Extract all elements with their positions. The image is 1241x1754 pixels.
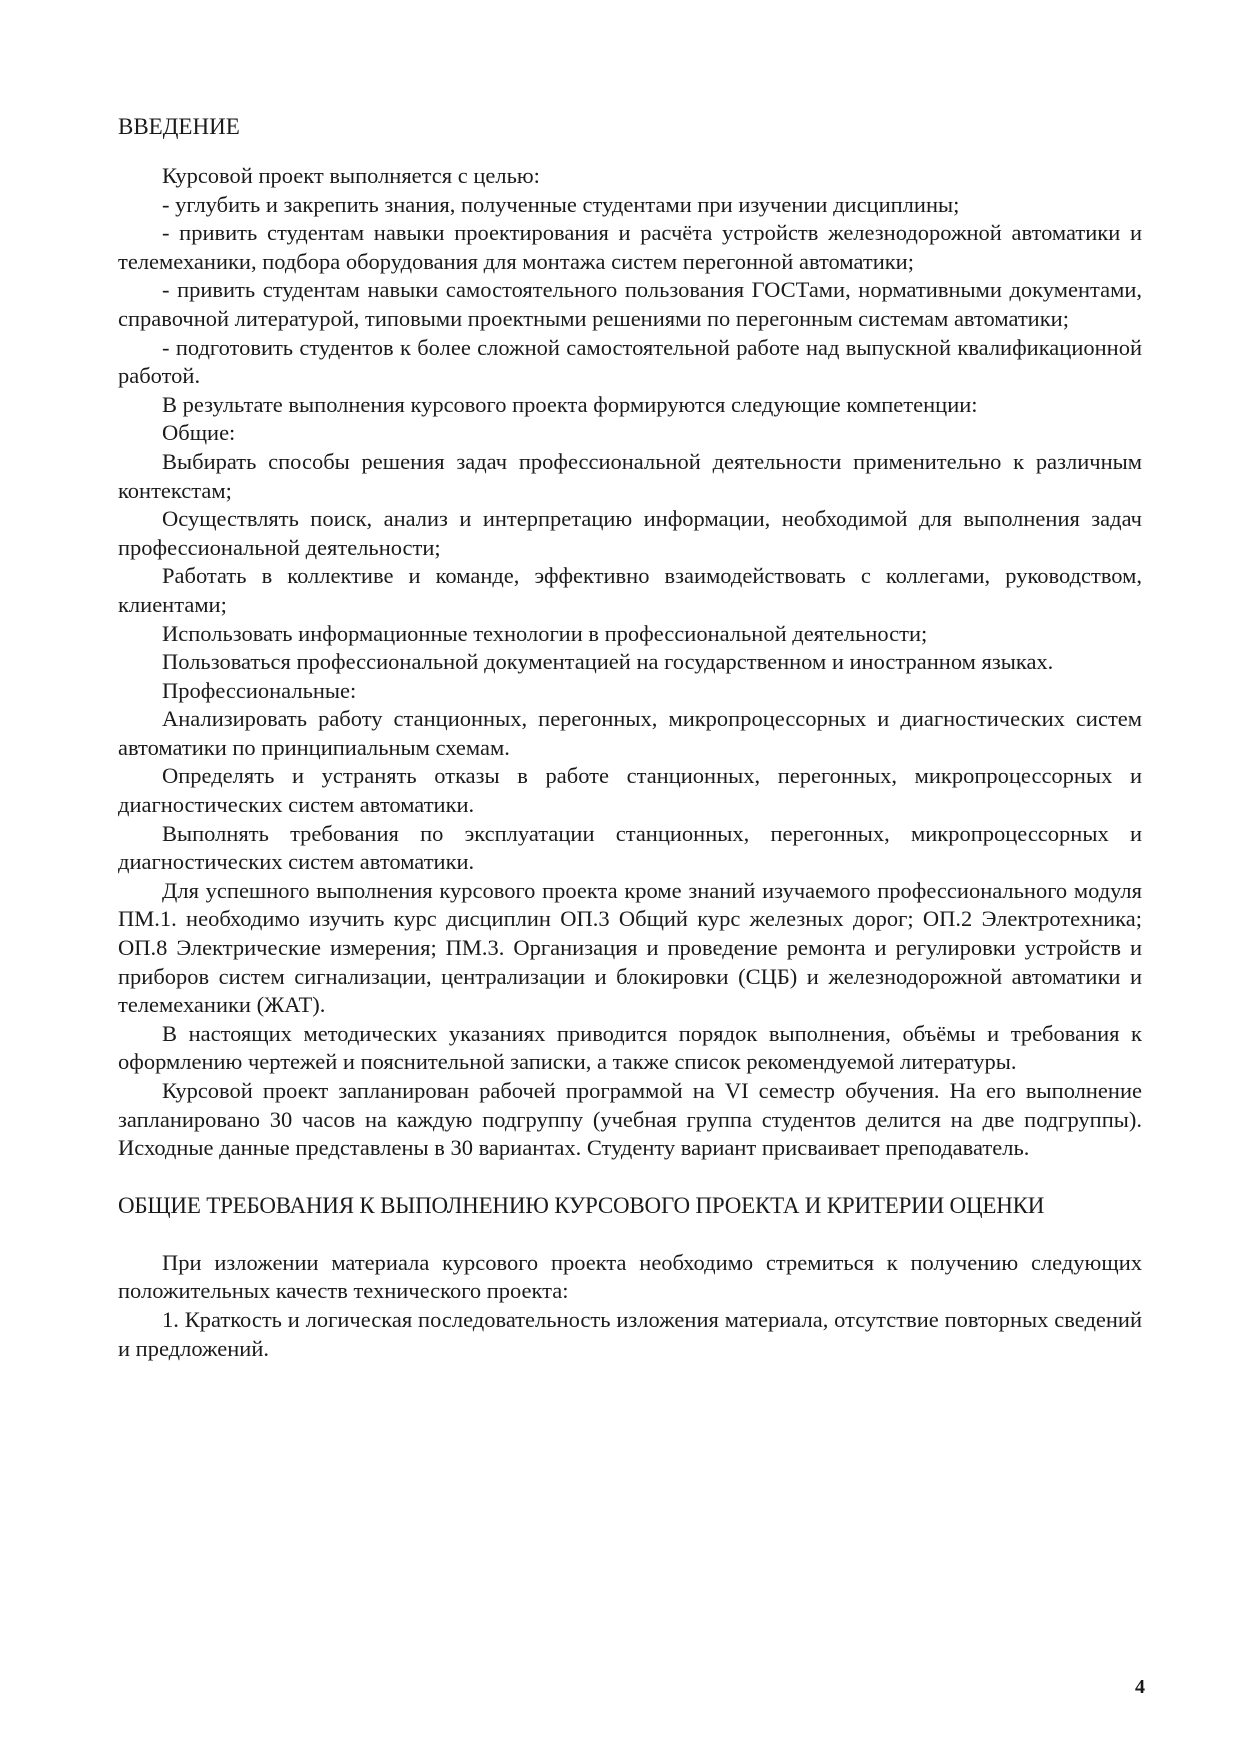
- page-number: 4: [1135, 1676, 1145, 1698]
- section-title-requirements: ОБЩИЕ ТРЕБОВАНИЯ К ВЫПОЛНЕНИЮ КУРСОВОГО ПРОЕКТА И КРИТЕРИИ ОЦЕНКИ: [118, 1192, 1045, 1218]
- paragraph: Общие:: [162, 420, 236, 446]
- paragraph: - привить студентам навыки проектирования и расчёта устройств железнодорожной автоматики и телемеханики, подбора оборудования для монтажа систем перегонной автоматики;: [118, 220, 1142, 274]
- paragraph: В настоящих методических указаниях приводится порядок выполнения, объёмы и требования к оформлению чертежей и пояснительной записки, а также список рекомендуемой литературы.: [118, 1020, 1142, 1075]
- document-page: [118, 112, 1142, 1363]
- paragraph: Профессиональные:: [162, 677, 357, 703]
- paragraph: - привить студентам навыки самостоятельного пользования ГОСТами, нормативными документами, справочной литературой, типовыми проектными решениями по перегонным системам автоматики;: [118, 277, 1142, 331]
- paragraph: - подготовить студентов к более сложной самостоятельной работе над выпускной квалификационной работой.: [118, 334, 1142, 389]
- paragraph: 1. Краткость и логическая последовательность изложения материала, отсутствие повторных сведений и предложений.: [118, 1306, 1142, 1361]
- section-title-introduction: ВВЕДЕНИЕ: [118, 114, 240, 139]
- requirements-body: [118, 1249, 1142, 1363]
- paragraph: - углубить и закрепить знания, полученные студентами при изучении дисциплины;: [162, 191, 960, 217]
- paragraph: Пользоваться профессиональной документацией на государственном и иностранном языках.: [162, 649, 1054, 675]
- paragraph: При изложении материала курсового проекта необходимо стремиться к получению следующих положительных качеств технического проекта:: [118, 1249, 1142, 1304]
- paragraph: Работать в коллективе и команде, эффективно взаимодействовать с коллегами, руководством, клиентами;: [118, 563, 1142, 617]
- paragraph: Курсовой проект запланирован рабочей программой на VI семестр обучения. На его выполнение запланировано 30 часов на каждую подгруппу (учебная группа студентов делится на две подгруппы). Исходные данные представлены в 30 вариантах. Студенту вариант присваивает преподаватель.: [118, 1078, 1142, 1161]
- paragraph: Выполнять требования по эксплуатации станционных, перегонных, микропроцессорных и диагностических систем автоматики.: [118, 820, 1142, 875]
- paragraph: В результате выполнения курсового проекта формируются следующие компетенции:: [162, 391, 978, 417]
- paragraph: Использовать информационные технологии в профессиональной деятельности;: [162, 620, 928, 646]
- paragraph: Для успешного выполнения курсового проекта кроме знаний изучаемого профессионального модуля ПМ.1. необходимо изучить курс дисциплин ОП.3 Общий курс железных дорог; ОП.2 Электротехника; ОП.8 Электрические измерения; ПМ.3. Организация и проведение ремонта и регулировки устройств и приборов систем сигнализации, централизации и блокировки (СЦБ) и железнодорожной автоматики и телемеханики (ЖАТ).: [118, 877, 1142, 1018]
- introduction-body: [118, 162, 1142, 1163]
- paragraph: Курсовой проект выполняется с целью:: [162, 163, 540, 188]
- paragraph: Выбирать способы решения задач профессиональной деятельности применительно к различным контекстам;: [118, 448, 1142, 503]
- paragraph: Осуществлять поиск, анализ и интерпретацию информации, необходимой для выполнения задач профессиональной деятельности;: [118, 506, 1142, 560]
- paragraph: Определять и устранять отказы в работе станционных, перегонных, микропроцессорных и диагностических систем автоматики.: [118, 763, 1142, 818]
- paragraph: Анализировать работу станционных, перегонных, микропроцессорных и диагностических систем автоматики по принципиальным схемам.: [118, 706, 1142, 760]
